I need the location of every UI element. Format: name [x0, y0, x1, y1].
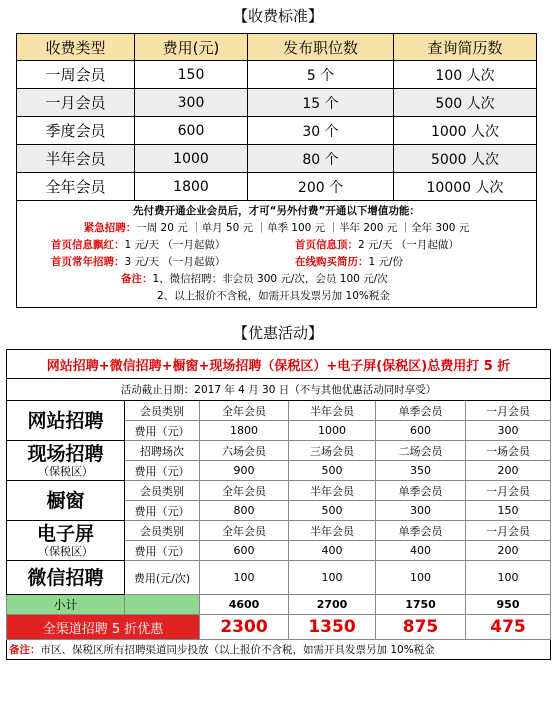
table-cell: 1000 — [289, 421, 376, 441]
category-sub: （保税区） — [38, 464, 93, 478]
table-cell: 费用（元） — [125, 501, 200, 521]
remark-line — [121, 271, 532, 288]
fee-type-cell: 全年会员 — [17, 173, 135, 201]
fee-header-cell: 费用(元) — [135, 34, 248, 61]
value-added-text: 1 元/天 （一月起做） — [124, 239, 226, 251]
promo-deadline: 活动截止日期：2017 年 4 月 30 日（不与其他优惠活动同时享受） — [7, 379, 551, 401]
value-added-label: 首页信息顶： — [295, 239, 358, 251]
category-onsite — [7, 441, 125, 481]
fee-resume-cell: 100 人次 — [394, 61, 537, 89]
table-row — [17, 89, 537, 117]
discount-value: 875 — [376, 615, 466, 640]
table-cell: 100 — [466, 561, 551, 595]
remark-line: 2、以上报价不含税，如需开具发票另加 10%税金 — [157, 290, 390, 302]
fee-type-cell: 季度会员 — [17, 117, 135, 145]
table-cell: 会员类别 — [125, 521, 200, 541]
discount-row — [7, 615, 551, 640]
table-cell: 200 — [466, 541, 551, 561]
table-cell: 600 — [200, 541, 289, 561]
value-added-label: 首页信息飘红： — [51, 239, 125, 251]
table-cell: 600 — [376, 421, 466, 441]
fee-jobs-cell: 200 个 — [248, 173, 394, 201]
table-cell: 招聘场次 — [125, 441, 200, 461]
table-cell: 三场会员 — [289, 441, 376, 461]
category-name: 现场招聘 — [27, 442, 104, 465]
table-row — [7, 401, 551, 421]
table-cell: 费用（元） — [125, 421, 200, 441]
category-sub: （保税区） — [38, 544, 93, 558]
value-added-text: 2 元/天 （一月起做） — [358, 239, 459, 251]
fee-price-cell: 1000 — [135, 145, 248, 173]
table-row — [7, 521, 551, 541]
promo-headline: 网站招聘+微信招聘+橱窗+现场招聘（保税区）+电子屏(保税区)总费用打 5 折 — [7, 350, 551, 379]
table-cell: 800 — [200, 501, 289, 521]
value-added-text: 1 元/份 — [368, 256, 404, 268]
fee-resume-cell: 10000 人次 — [394, 173, 537, 201]
discount-value: 1350 — [289, 615, 376, 640]
table-cell: 会员类别 — [125, 401, 200, 421]
subtotal-value: 950 — [466, 595, 551, 615]
table-cell: 150 — [466, 501, 551, 521]
table-cell: 会员类别 — [125, 481, 200, 501]
value-added-item — [51, 254, 295, 271]
table-cell: 100 — [200, 561, 289, 595]
table-cell: 200 — [466, 461, 551, 481]
value-added-item — [51, 237, 295, 254]
table-row — [7, 561, 551, 595]
notes-lead-text: 先付费开通企业会员后，才可“另外付费”开通以下增值功能： — [133, 205, 420, 217]
discount-value: 475 — [466, 615, 551, 640]
category-screen — [7, 521, 125, 561]
subtotal-label: 小计 — [7, 595, 125, 615]
table-cell: 一场会员 — [466, 441, 551, 461]
fee-remarks — [121, 271, 532, 305]
value-added-item — [295, 254, 532, 271]
table-row — [17, 145, 537, 173]
value-added-label: 在线购买简历： — [295, 256, 369, 268]
subtotal-value: 1750 — [376, 595, 466, 615]
table-cell: 350 — [376, 461, 466, 481]
table-cell: 一月会员 — [466, 481, 551, 501]
urgent-pricing-line — [21, 220, 532, 237]
fee-price-cell: 1800 — [135, 173, 248, 201]
promo-note-label: 备注： — [9, 644, 41, 656]
promo-table — [6, 349, 551, 660]
fee-resume-cell: 5000 人次 — [394, 145, 537, 173]
table-cell: 100 — [376, 561, 466, 595]
category-website — [7, 401, 125, 441]
table-cell: 300 — [376, 501, 466, 521]
fee-header-cell: 查询简历数 — [394, 34, 537, 61]
table-cell: 300 — [466, 421, 551, 441]
table-cell: 全年会员 — [200, 521, 289, 541]
promo-note-text: 市区、保税区所有招聘渠道同步投放（以上报价不含税，如需开具发票另加 10%税金 — [40, 644, 435, 656]
fee-section-title: 【收费标准】 — [232, 7, 323, 25]
fee-header-cell: 收费类型 — [17, 34, 135, 61]
table-cell: 二场会员 — [376, 441, 466, 461]
table-row — [17, 117, 537, 145]
discount-value: 2300 — [200, 615, 289, 640]
value-added-item — [295, 237, 532, 254]
table-row — [7, 481, 551, 501]
fee-jobs-cell: 30 个 — [248, 117, 394, 145]
value-added-grid — [51, 237, 532, 271]
table-cell: 单季会员 — [376, 521, 466, 541]
fee-price-cell: 300 — [135, 89, 248, 117]
urgent-label: 紧急招聘： — [83, 222, 137, 234]
promo-deadline-row — [7, 379, 551, 401]
category-window — [7, 481, 125, 521]
fee-jobs-cell: 15 个 — [248, 89, 394, 117]
table-cell: 全年会员 — [200, 481, 289, 501]
category-name: 网站招聘 — [27, 409, 104, 432]
table-cell: 一月会员 — [466, 521, 551, 541]
fee-table — [16, 33, 537, 308]
fee-notes-row — [17, 201, 537, 308]
table-cell: 全年会员 — [200, 401, 289, 421]
category-name: 微信招聘 — [27, 566, 104, 589]
fee-notes-cell — [17, 201, 537, 308]
table-cell: 半年会员 — [289, 401, 376, 421]
table-cell: 半年会员 — [289, 521, 376, 541]
promo-note — [7, 640, 551, 660]
table-cell: 100 — [289, 561, 376, 595]
promo-headline-row — [7, 350, 551, 379]
category-name: 橱窗 — [46, 489, 85, 512]
table-cell: 费用（元） — [125, 461, 200, 481]
table-cell: 单季会员 — [376, 401, 466, 421]
promo-note-row — [7, 640, 551, 660]
fee-type-cell: 一月会员 — [17, 89, 135, 117]
table-cell: 500 — [289, 461, 376, 481]
category-name: 电子屏 — [36, 522, 94, 545]
subtotal-spacer — [125, 595, 200, 615]
table-cell: 400 — [289, 541, 376, 561]
fee-type-cell: 一周会员 — [17, 61, 135, 89]
subtotal-value: 4600 — [200, 595, 289, 615]
subtotal-row — [7, 595, 551, 615]
table-cell: 900 — [200, 461, 289, 481]
table-cell: 500 — [289, 501, 376, 521]
remark-label: 备注： — [121, 273, 153, 285]
fee-price-cell: 150 — [135, 61, 248, 89]
table-cell: 400 — [376, 541, 466, 561]
fee-resume-cell: 500 人次 — [394, 89, 537, 117]
promo-section-title: 【优惠活动】 — [232, 324, 323, 342]
fee-header-row — [17, 34, 537, 61]
fee-price-cell: 600 — [135, 117, 248, 145]
fee-header-cell: 发布职位数 — [248, 34, 394, 61]
category-wechat — [7, 561, 125, 595]
fee-type-cell: 半年会员 — [17, 145, 135, 173]
remark-text: 1、微信招聘：非会员 300 元/次，会员 100 元/次 — [152, 273, 388, 285]
table-cell: 单季会员 — [376, 481, 466, 501]
fee-jobs-cell: 80 个 — [248, 145, 394, 173]
discount-label: 全渠道招聘 5 折优惠 — [7, 615, 200, 640]
table-cell: 半年会员 — [289, 481, 376, 501]
table-cell: 1800 — [200, 421, 289, 441]
table-row — [17, 173, 537, 201]
table-cell: 六场会员 — [200, 441, 289, 461]
table-cell: 一月会员 — [466, 401, 551, 421]
fee-resume-cell: 1000 人次 — [394, 117, 537, 145]
subtotal-value: 2700 — [289, 595, 376, 615]
table-cell: 费用(元/次) — [125, 561, 200, 595]
table-row — [7, 441, 551, 461]
value-added-label: 首页常年招聘： — [51, 256, 125, 268]
urgent-pricing-text: 一周 20 元 ｜单月 50 元 ｜单季 100 元 ｜半年 200 元 ｜全年 300 元 — [136, 222, 470, 234]
value-added-text: 3 元/天 （一月起做） — [124, 256, 226, 268]
table-cell: 费用（元） — [125, 541, 200, 561]
fee-jobs-cell: 5 个 — [248, 61, 394, 89]
table-row — [17, 61, 537, 89]
